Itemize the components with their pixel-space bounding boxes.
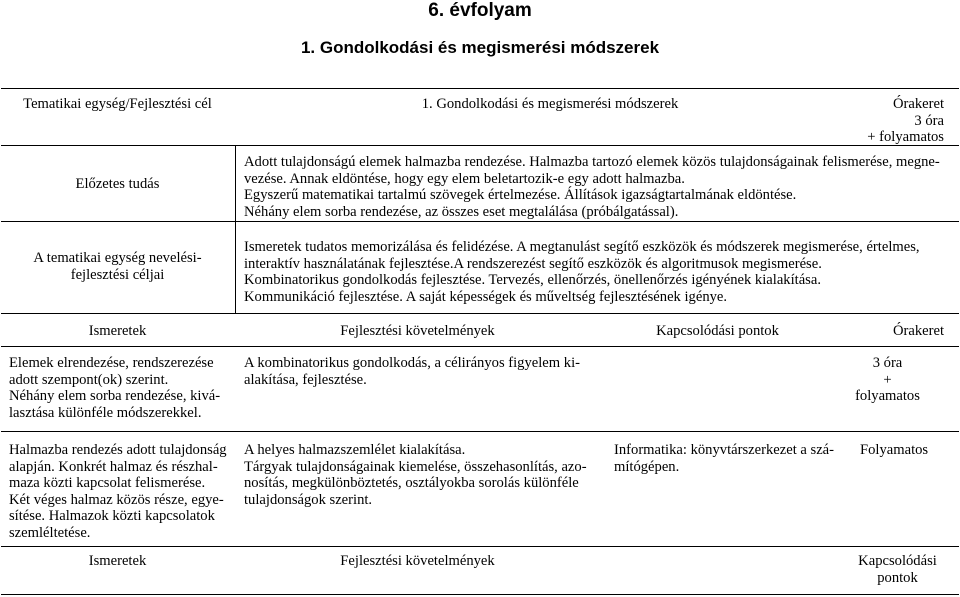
row2-knowledge-line: alapján. Konkrét halmaz és részhal- [9,458,218,475]
overview-unit-title: 1. Gondolkodási és megismerési módszerek [421,96,679,112]
overview-hours [780,96,944,146]
row1-knowledge-line: Néhány elem sorba rendezése, kivá- [9,388,221,405]
row2-connections [614,442,834,475]
table-border-2 [1,431,959,432]
row2-knowledge-line: maza közti kapcsolat felismerése. [9,475,206,492]
row2-knowledge-line: sítése. Halmazok közti kapcsolatok [9,508,215,525]
overview-unit-label: Tematikai egység/Fejlesztési cél [23,96,212,112]
row1-requirements-line: alakítása, fejlesztése. [244,371,367,388]
goals-label [0,250,235,283]
row2-connections-line: Informatika: könyvtárszerkezet a szá- [614,442,835,458]
goals-line: Kombinatorikus gondolkodás fejlesztése. Tervezés, ellenőrzés, önellenőrzés igényének kialakítása. [244,272,821,289]
row2-knowledge [9,442,234,542]
row1-knowledge-line: adott szempont(ok) szerint. [9,371,169,388]
overview-border-2 [1,221,959,222]
goals-line: Kommunikáció fejlesztése. A saját képességek és műveltség fejlesztésének igénye. [244,288,728,305]
column-header-knowledge: Ismeretek [88,323,147,339]
row2-knowledge-line: Halmazba rendezés adott tulajdonság [9,442,227,458]
table-border-bottom [1,594,959,595]
row2-hours-line: Folyamatos [860,442,929,458]
row2-requirements-line: tulajdonságok szerint. [244,491,373,508]
row2-requirements-line: A helyes halmazszemlélet kialakítása. [244,442,466,458]
column-header-requirements: Fejlesztési követelmények [340,323,495,339]
footer-header-knowledge: Ismeretek [88,553,147,569]
overview-border-top [1,88,959,89]
prerequisites-line: Néhány elem sorba rendezése, az összes eset megtalálása (próbálgatással). [244,203,679,220]
row2-requirements [244,442,599,508]
row1-hours-line: 3 óra [872,355,903,371]
overview-hours-label: Órakeret [892,96,944,112]
prerequisites-label: Előzetes tudás [75,176,160,192]
footer-connections-line: pontok [877,569,918,586]
row2-knowledge-line: szemléltetése. [9,524,91,541]
prerequisites-text [244,154,949,220]
table-border-3 [1,546,959,547]
goals-label-line: fejlesztési céljai [70,266,165,283]
overview-hours-extra: + folyamatos [867,129,944,146]
row1-hours-line: + [883,371,892,388]
table-border-1 [1,346,959,347]
row1-knowledge-line: lasztása különféle módszerekkel. [9,404,202,421]
row1-requirements [244,355,599,388]
overview-column-divider [235,145,236,313]
row2-hours [860,442,950,459]
row1-knowledge [9,355,234,421]
goals-line: interaktív használatának fejlesztése.A rendszerezést segítő eszközök és algoritmusok megismerése. [244,255,822,272]
goals-text [244,239,949,305]
column-header-hours: Órakeret [892,323,944,339]
row2-requirements-line: Tárgyak tulajdonságainak kiemelése, összehasonlítás, azo- [244,458,587,475]
row1-requirements-line: A kombinatorikus gondolkodás, a célirányos figyelem ki- [244,355,580,371]
goals-line: Ismeretek tudatos memorizálása és felidézése. A megtanulást segítő eszközök és módszerek megismerése, értelmes, [244,239,920,255]
prerequisites-line: Egyszerű matematikai tartalmú szövegek értelmezése. Állítások igazságtartalmának eldöntése. [244,187,797,204]
prerequisites-line: Adott tulajdonságú elemek halmazba rendezése. Halmazba tartozó elemek közös tulajdonságainak felismerése, megne- [244,154,940,170]
prerequisites-line: vezése. Annak eldöntése, hogy egy elem beletartozik-e egy adott halmazba. [244,170,685,187]
row1-hours [835,355,940,405]
goals-label-line: A tematikai egység nevelési- [33,250,202,266]
footer-header-requirements: Fejlesztési követelmények [340,553,495,569]
overview-hours-value: 3 óra [914,112,944,129]
footer-connections-line: Kapcsolódási [858,553,937,569]
column-header-connections: Kapcsolódási pontok [656,323,779,339]
section-heading: 1. Gondolkodási és megismerési módszerek [300,38,660,57]
row2-knowledge-line: Két véges halmaz közös része, egye- [9,491,224,508]
overview-border-3 [1,313,959,314]
grade-heading: 6. évfolyam [428,0,532,21]
footer-header-connections [835,553,960,586]
row2-requirements-line: nosítás, megkülönböztetés, osztályokba sorolás különféle [244,475,579,492]
row1-knowledge-line: Elemek elrendezése, rendszerezése [9,355,214,371]
row1-hours-line: folyamatos [855,388,920,405]
row2-connections-line: mítógépen. [614,458,680,475]
